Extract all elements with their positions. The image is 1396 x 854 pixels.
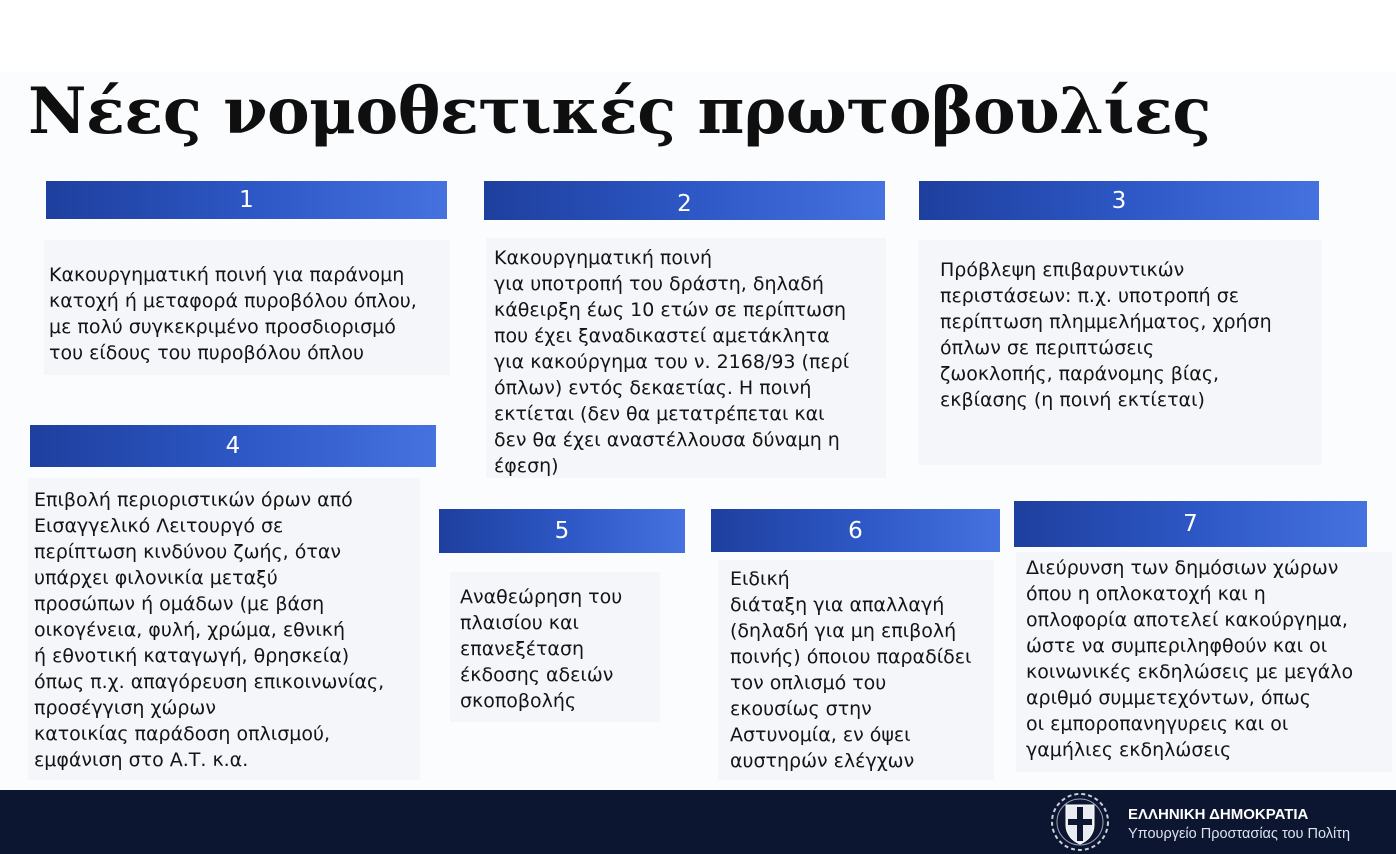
item-4-text: Επιβολή περιοριστικών όρων από Εισαγγελικό Λειτουργό σε περίπτωση κινδύνου ζωής, όταν υπάρχει φιλονικία μεταξύ προσώπων ή ομάδων (με βάση οικογένεια, φυλή, χρώμα, εθνική ή εθνοτική καταγωγή, θρησκεία) όπως π.χ. απαγόρευση επικοινωνίας, προσέγγιση χώρων κατοικίας παράδοση οπλισμού, εμφάνιση στο Α.Τ. κ.α. [34,489,385,771]
org-name: ΕΛΛΗΝΙΚΗ ΔΗΜΟΚΡΑΤΙΑ [1128,806,1309,823]
slide-title: Νέες νομοθετικές πρωτοβουλίες [28,74,1211,149]
item-7-number-bar: 7 [1014,501,1367,547]
item-3-number-bar: 3 [919,181,1319,220]
item-1-text: Κακουργηματική ποινή για παράνομη κατοχή ή μεταφορά πυροβόλου όπλου, με πολύ συγκεκριμένο προσδιορισμό του είδους του πυροβόλου όπλου [49,264,417,364]
item-6-number-bar: 6 [711,509,1000,552]
item-2-text: Κακουργηματική ποινή για υποτροπή του δράστη, δηλαδή κάθειρξη έως 10 ετών σε περίπτωση που έχει ξαναδικαστεί αμετάκλητα για κακούργημα του ν. 2168/93 (περί όπλων) εντός δεκαετίας. Η ποινή εκτίεται (δεν θα μετατρέπεται και δεν θα έχει αναστέλλουσα δύναμη η έφεση) [494,247,850,477]
item-3-text: Πρόβλεψη επιβαρυντικών περιστάσεων: π.χ. υποτροπή σε περίπτωση πλημμελήματος, χρήση όπλων σε περιπτώσεις ζωοκλοπής, παράνομης βίας, εκβίασης (η ποινή εκτίεται) [940,259,1272,411]
item-4-number-bar: 4 [30,425,436,467]
greek-coat-of-arms-icon [1046,791,1114,853]
item-7-text: Διεύρυνση των δημόσιων χώρων όπου η οπλοκατοχή και η οπλοφορία αποτελεί κακούργημα, ώστε να συμπεριληφθούν και οι κοινωνικές εκδηλώσεις με μεγάλο αριθμό συμμετεχόντων, όπως οι εμποροπανηγυρεις και οι γαμήλιες εκδηλώσεις [1026,557,1354,761]
item-5-text: Αναθεώρηση του πλαισίου και επανεξέταση έκδοσης αδειών σκοποβολής [460,586,623,712]
item-5-number-bar: 5 [439,509,685,553]
ministry-name: Υπουργείο Προστασίας του Πολίτη [1128,826,1351,842]
item-1-number-bar: 1 [46,181,447,219]
item-2-number-bar: 2 [484,181,885,220]
top-band [0,0,1396,72]
item-6-text: Ειδική διάταξη για απαλλαγή (δηλαδή για μη επιβολή ποινής) όποιου παραδίδει τον οπλισμό του εκουσίως στην Αστυνομία, εν όψει αυστηρών ελέγχων [730,568,972,772]
